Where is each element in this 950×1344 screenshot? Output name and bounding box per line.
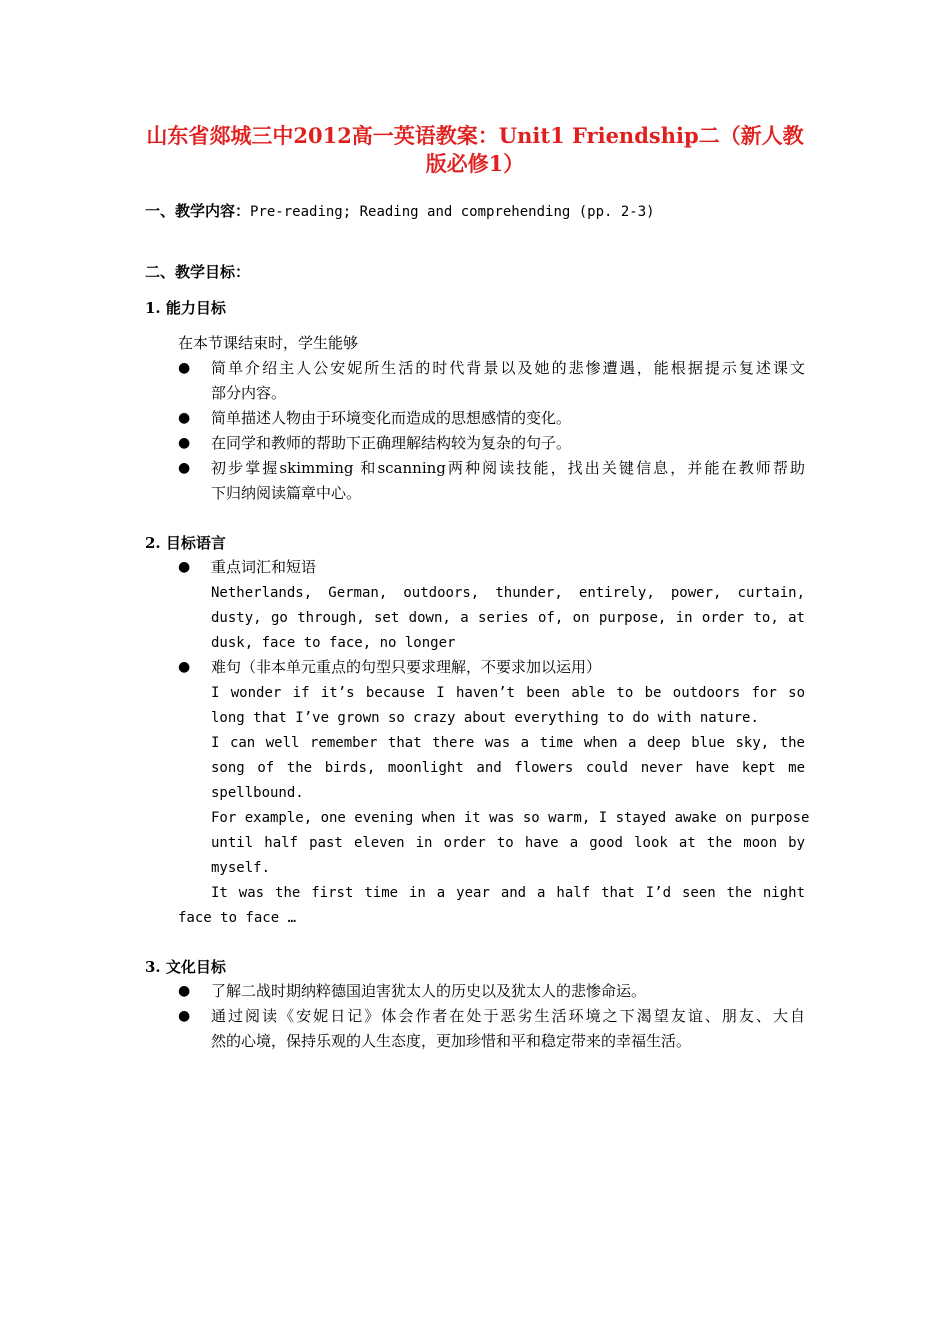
- vocab-line: dusk, face to face, no longer: [211, 635, 456, 651]
- ability-item-2: 简单描述人物由于环境变化而造成的思想感情的变化。: [211, 409, 572, 427]
- sentence-line: It was the first time in a year and a half that I’d seen the night: [211, 885, 805, 901]
- title-line-1: 山东省郯城三中2012高一英语教案：Unit1 Friendship二（新人教: [146, 123, 804, 148]
- vocab-line: dusty, go through, set down, a series of, on purpose, in order to, at: [211, 610, 805, 626]
- ability-item-4-line-2: 下归纳阅读篇章中心。: [211, 484, 362, 502]
- sentence-line: myself.: [211, 860, 271, 876]
- bullet-icon: ●: [178, 983, 191, 999]
- bullet-icon: ●: [178, 559, 191, 575]
- section-content: Pre-reading; Reading and comprehending (pp. 2-3): [250, 204, 655, 220]
- ability-item-1-line-1: 简单介绍主人公安妮所生活的时代背景以及她的悲惨遭遇，能根据提示复述课文: [211, 359, 805, 377]
- vocab-line: Netherlands, German, outdoors, thunder, entirely, power, curtain,: [211, 585, 805, 601]
- sentence-line: long that I’ve grown so crazy about everything to do with nature.: [211, 710, 759, 726]
- section-teaching-goals-heading: 二、教学目标：: [145, 263, 251, 281]
- ability-item-4-line-1: 初步掌握skimming 和scanning两种阅读技能，找出关键信息，并能在教师帮助: [211, 459, 805, 477]
- bullet-icon: ●: [178, 435, 191, 451]
- culture-item-1: 了解二战时期纳粹德国迫害犹太人的历史以及犹太人的悲惨命运。: [211, 982, 647, 1000]
- target-language-heading: 2. 目标语言: [145, 534, 226, 552]
- bullet-icon: ●: [178, 1008, 191, 1024]
- bullet-icon: ●: [178, 460, 191, 476]
- sentence-line: For example, one evening when it was so warm, I stayed awake on purpose: [211, 810, 810, 826]
- bullet-icon: ●: [178, 659, 191, 675]
- ability-intro: 在本节课结束时，学生能够: [178, 334, 359, 352]
- ability-goals-heading: 1. 能力目标: [145, 299, 226, 317]
- culture-item-2-line-1: 通过阅读《安妮日记》体会作者在处于恶劣生活环境之下渴望友谊、朋友、大自: [211, 1007, 805, 1025]
- vocab-label: 重点词汇和短语: [211, 558, 317, 576]
- sentence-line: spellbound.: [211, 785, 304, 801]
- document-title: [130, 122, 820, 178]
- sentence-line: song of the birds, moonlight and flowers could never have kept me: [211, 760, 805, 776]
- culture-goals-heading: 3. 文化目标: [145, 958, 226, 976]
- bullet-icon: ●: [178, 360, 191, 376]
- sentence-line: face to face …: [178, 910, 297, 926]
- sentence-line: I can well remember that there was a time when a deep blue sky, the: [211, 735, 805, 751]
- section-teaching-content: [145, 200, 655, 223]
- section-heading: 一、教学内容：: [145, 202, 251, 220]
- sentence-label: 难句（非本单元重点的句型只要求理解，不要求加以运用）: [211, 658, 602, 676]
- bullet-icon: ●: [178, 410, 191, 426]
- sentence-line: until half past eleven in order to have a good look at the moon by: [211, 835, 805, 851]
- culture-item-2-line-2: 然的心境，保持乐观的人生态度，更加珍惜和平和稳定带来的幸福生活。: [211, 1032, 692, 1050]
- title-line-2: 版必修1）: [425, 151, 525, 176]
- sentence-line: I wonder if it’s because I haven’t been able to be outdoors for so: [211, 685, 805, 701]
- ability-item-1-line-2: 部分内容。: [211, 384, 287, 402]
- ability-item-3: 在同学和教师的帮助下正确理解结构较为复杂的句子。: [211, 434, 572, 452]
